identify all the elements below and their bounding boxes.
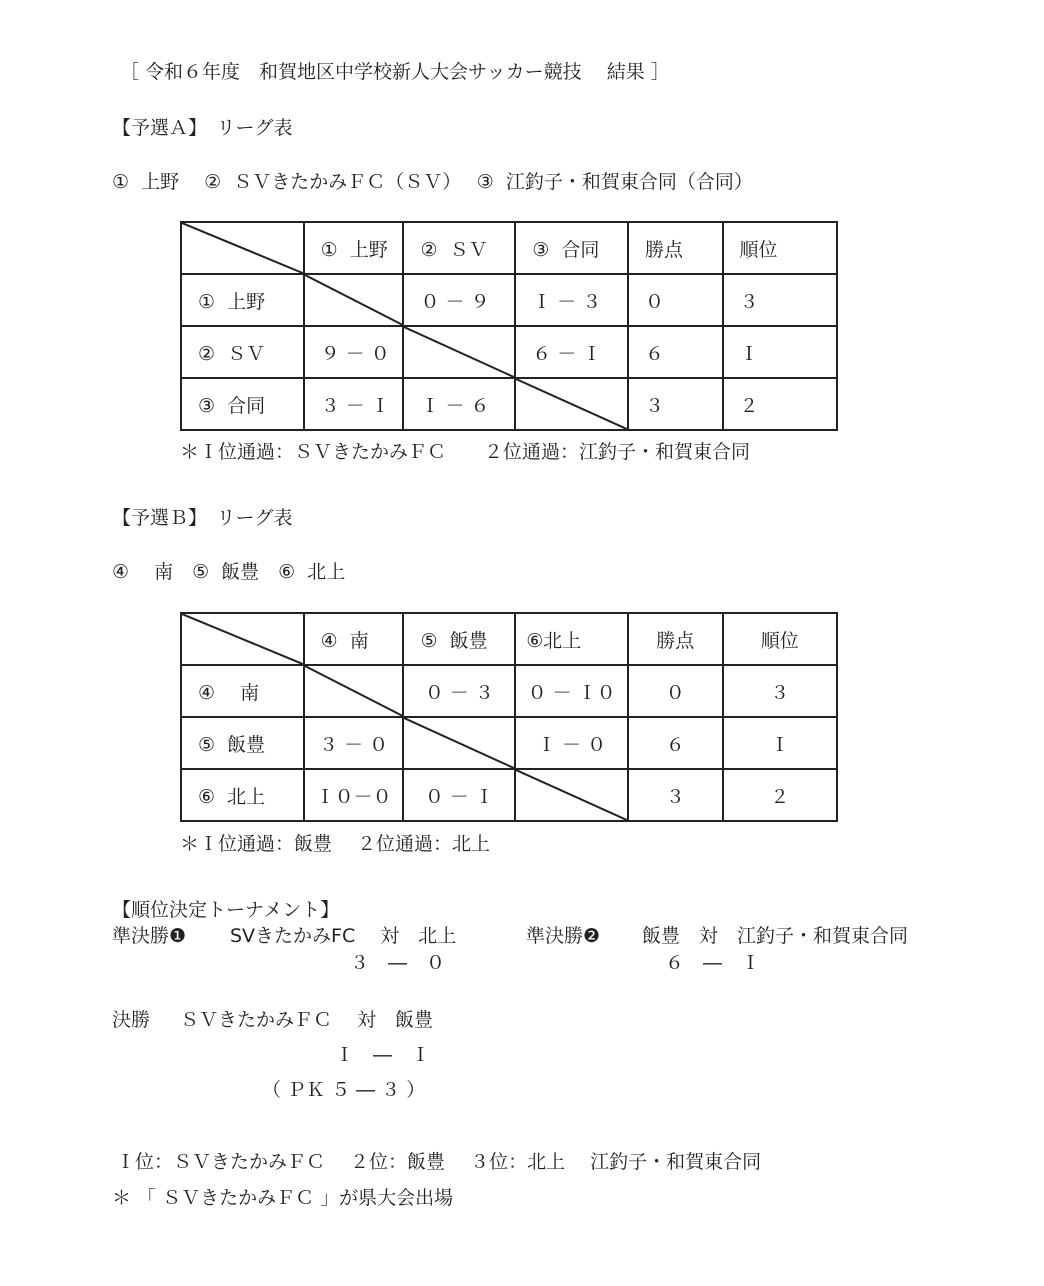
diagonal-cell (515, 769, 628, 821)
header-cell: ① 上野 (304, 222, 404, 274)
score-cell: ６ － Ｉ (515, 326, 628, 378)
table-header-row (181, 222, 837, 274)
points-cell: ３ (628, 769, 723, 821)
group-b-note: ＊Ｉ位通過：飯豊 ２位通過：北上 (180, 833, 491, 855)
diagonal-corner-cell (181, 222, 304, 274)
score-cell: ０ － ３ (403, 665, 515, 717)
group-a-heading: 【予選Ａ】 リーグ表 (112, 117, 293, 139)
final-ranking: Ｉ位：ＳＶきたかみＦＣ ２位：飯豊 ３位：北上 江釣子・和賀東合同 (116, 1151, 762, 1173)
rank-cell: ２ (723, 769, 837, 821)
diagonal-cell (304, 665, 404, 717)
semi1-score: ３ ― ０ (350, 952, 446, 974)
table-row (181, 769, 837, 821)
group-a-table (180, 221, 838, 431)
points-cell: ６ (628, 717, 723, 769)
team-cell: ② ＳＶ (181, 326, 304, 378)
semi1-match: SVきたかみFC 対 北上 (230, 925, 457, 947)
score-cell: Ｉ － ３ (515, 274, 628, 326)
group-b-heading: 【予選Ｂ】 リーグ表 (112, 507, 293, 529)
header-cell: ② ＳＶ (403, 222, 515, 274)
score-cell: ０ － Ｉ０ (515, 665, 628, 717)
diagonal-cell (403, 717, 515, 769)
header-cell: 勝点 (628, 222, 723, 274)
header-cell: ⑥北上 (515, 613, 628, 665)
header-cell: 勝点 (628, 613, 723, 665)
final-match: ＳＶきたかみＦＣ 対 飯豊 (180, 1009, 434, 1031)
score-cell: ３ － Ｉ (304, 378, 404, 430)
final-label: 決勝 (112, 1009, 151, 1031)
points-cell: ６ (628, 326, 723, 378)
header-cell: ⑤ 飯豊 (403, 613, 515, 665)
team-cell: ⑥ 北上 (181, 769, 304, 821)
rank-cell: Ｉ (723, 717, 837, 769)
rank-cell: ３ (723, 274, 837, 326)
rank-cell: ２ (723, 378, 837, 430)
table-row (181, 274, 837, 326)
points-cell: ０ (628, 665, 723, 717)
diagonal-corner-cell (181, 613, 304, 665)
diagonal-cell (515, 378, 628, 430)
points-cell: ０ (628, 274, 723, 326)
team-cell: ① 上野 (181, 274, 304, 326)
table-row (181, 326, 837, 378)
prefectural-qualifier-note: ＊ 「 ＳＶきたかみＦＣ 」が県大会出場 (112, 1187, 454, 1209)
score-cell: ９ － ０ (304, 326, 404, 378)
semi2-label: 準決勝❷ (526, 925, 601, 947)
header-cell: ④ 南 (304, 613, 404, 665)
score-cell: ０ － Ｉ (403, 769, 515, 821)
rank-cell: Ｉ (723, 326, 837, 378)
group-a-teams: ① 上野 ② ＳＶきたかみＦＣ（ＳＶ） ③ 江釣子・和賀東合同（合同） (112, 171, 753, 193)
group-a-note: ＊Ｉ位通過：ＳＶきたかみＦＣ ２位通過：江釣子・和賀東合同 (180, 441, 751, 463)
final-pk-score: （ ＰＫ ５ ― ３ ） (262, 1079, 426, 1101)
semi2-score: ６ ― Ｉ (665, 952, 761, 974)
table-row (181, 717, 837, 769)
group-b-teams: ④ 南 ⑤ 飯豊 ⑥ 北上 (112, 561, 346, 583)
team-cell: ⑤ 飯豊 (181, 717, 304, 769)
score-cell: ０ － ９ (403, 274, 515, 326)
team-cell: ③ 合同 (181, 378, 304, 430)
diagonal-cell (403, 326, 515, 378)
document-title: ［ 令和６年度 和賀地区中学校新人大会サッカー競技 結果 ］ (120, 61, 670, 83)
score-cell: Ｉ０－０ (304, 769, 404, 821)
score-cell: ３ － ０ (304, 717, 404, 769)
header-cell: 順位 (723, 613, 837, 665)
rank-cell: ３ (723, 665, 837, 717)
score-cell: Ｉ － ０ (515, 717, 628, 769)
header-cell: ③ 合同 (515, 222, 628, 274)
table-row (181, 665, 837, 717)
diagonal-cell (304, 274, 404, 326)
score-cell: Ｉ － ６ (403, 378, 515, 430)
final-score: Ｉ ― Ｉ (335, 1044, 431, 1066)
table-header-row (181, 613, 837, 665)
team-cell: ④ 南 (181, 665, 304, 717)
header-cell: 順位 (723, 222, 837, 274)
group-b-table (180, 612, 838, 822)
points-cell: ３ (628, 378, 723, 430)
semi2-match: 飯豊 対 江釣子・和賀東合同 (642, 925, 909, 947)
semi1-label: 準決勝❶ (112, 925, 187, 947)
tournament-heading: 【順位決定トーナメント】 (112, 899, 340, 921)
table-row (181, 378, 837, 430)
